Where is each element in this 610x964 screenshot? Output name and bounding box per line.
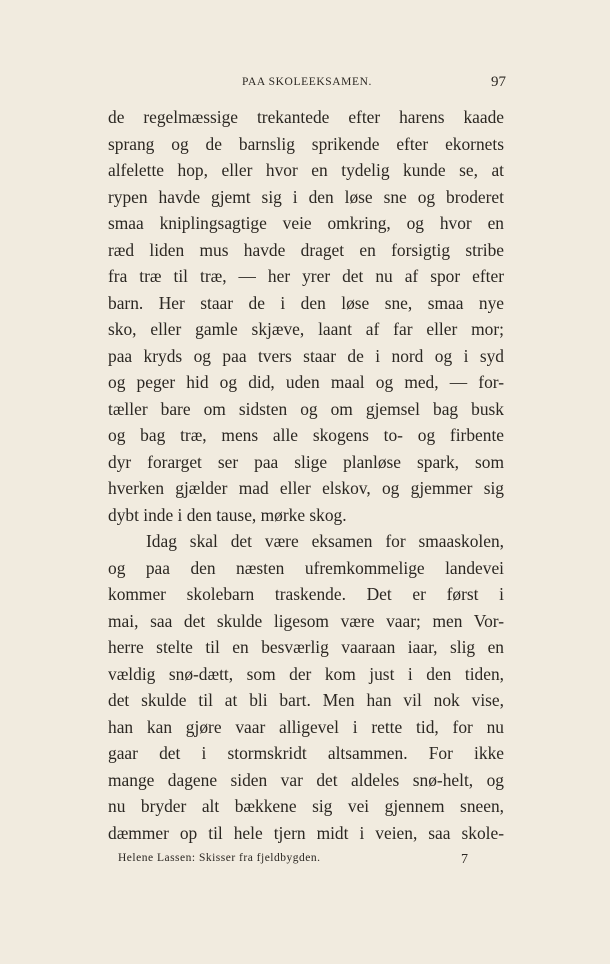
text-line: nu bryder alt bækkene sig vei gjennem sneen, bbox=[108, 796, 504, 816]
text-line: rypen havde gjemt sig i den løse sne og broderet bbox=[108, 186, 504, 207]
text-line: han kan gjøre vaar alligevel i rette tid, for nu bbox=[108, 716, 504, 737]
sheet-number: 7 bbox=[461, 852, 468, 867]
text-line: fra træ til træ, — her yrer det nu af spor efter bbox=[108, 266, 504, 286]
text-line: gaar det i stormskridt altsammen. For ikke bbox=[108, 743, 504, 763]
text-line: dyr forarget ser paa slige planløse spark, som bbox=[108, 451, 504, 472]
text-line: barn. Her staar de i den løse sne, smaa nye bbox=[108, 292, 504, 313]
text-line: hverken gjælder mad eller elskov, og gjemmer sig bbox=[108, 478, 504, 498]
text-line: de regelmæssige trekantede efter harens kaade bbox=[108, 107, 504, 127]
text-line: sko, eller gamle skjæve, laant af far eller mor; bbox=[108, 319, 504, 339]
text-line: alfelette hop, eller hvor en tydelig kunde se, at bbox=[108, 160, 504, 180]
page-footer bbox=[118, 852, 468, 870]
text-line: det skulde til at bli bart. Men han vil nok vise, bbox=[108, 690, 504, 710]
text-line: og bag træ, mens alle skogens to- og firbente bbox=[108, 425, 504, 445]
text-line: og peger hid og did, uden maal og med, — for- bbox=[108, 372, 504, 392]
text-line: mai, saa det skulde ligesom være vaar; men Vor- bbox=[108, 610, 504, 631]
text-line: dæmmer op til hele tjern midt i veien, saa skole- bbox=[108, 822, 504, 843]
text-line: smaa kniplingsagtige veie omkring, og hvor en bbox=[108, 213, 504, 233]
text-line: kommer skolebarn traskende. Det er først i bbox=[108, 584, 504, 604]
text-line: herre stelte til en besværlig vaaraan iaar, slig en bbox=[108, 637, 504, 657]
text-line: mange dagene siden var det aldeles snø-helt, og bbox=[108, 769, 504, 790]
text-line: tæller bare om sidsten og om gjemsel bag busk bbox=[108, 398, 504, 419]
text-line: sprang og de barnslig sprikende efter ekornets bbox=[108, 133, 504, 154]
body-text bbox=[108, 104, 504, 846]
page-number: 97 bbox=[491, 74, 506, 90]
text-line: vældig snø-dætt, som der kom just i den tiden, bbox=[108, 663, 504, 684]
page-header bbox=[108, 74, 506, 94]
signature-line: Helene Lassen: Skisser fra fjeldbygden. bbox=[118, 852, 321, 864]
text-line: ræd liden mus havde draget en forsigtig stribe bbox=[108, 239, 504, 260]
text-line: paa kryds og paa tvers staar de i nord og i syd bbox=[108, 345, 504, 366]
text-line: og paa den næsten ufremkommelige landevei bbox=[108, 557, 504, 578]
paragraph-start-line: Idag skal det være eksamen for smaaskolen, bbox=[146, 531, 504, 551]
running-title: PAA SKOLEEKSAMEN. bbox=[242, 76, 372, 88]
paragraph-end-line: dybt inde i den tause, mørke skog. bbox=[108, 504, 347, 525]
